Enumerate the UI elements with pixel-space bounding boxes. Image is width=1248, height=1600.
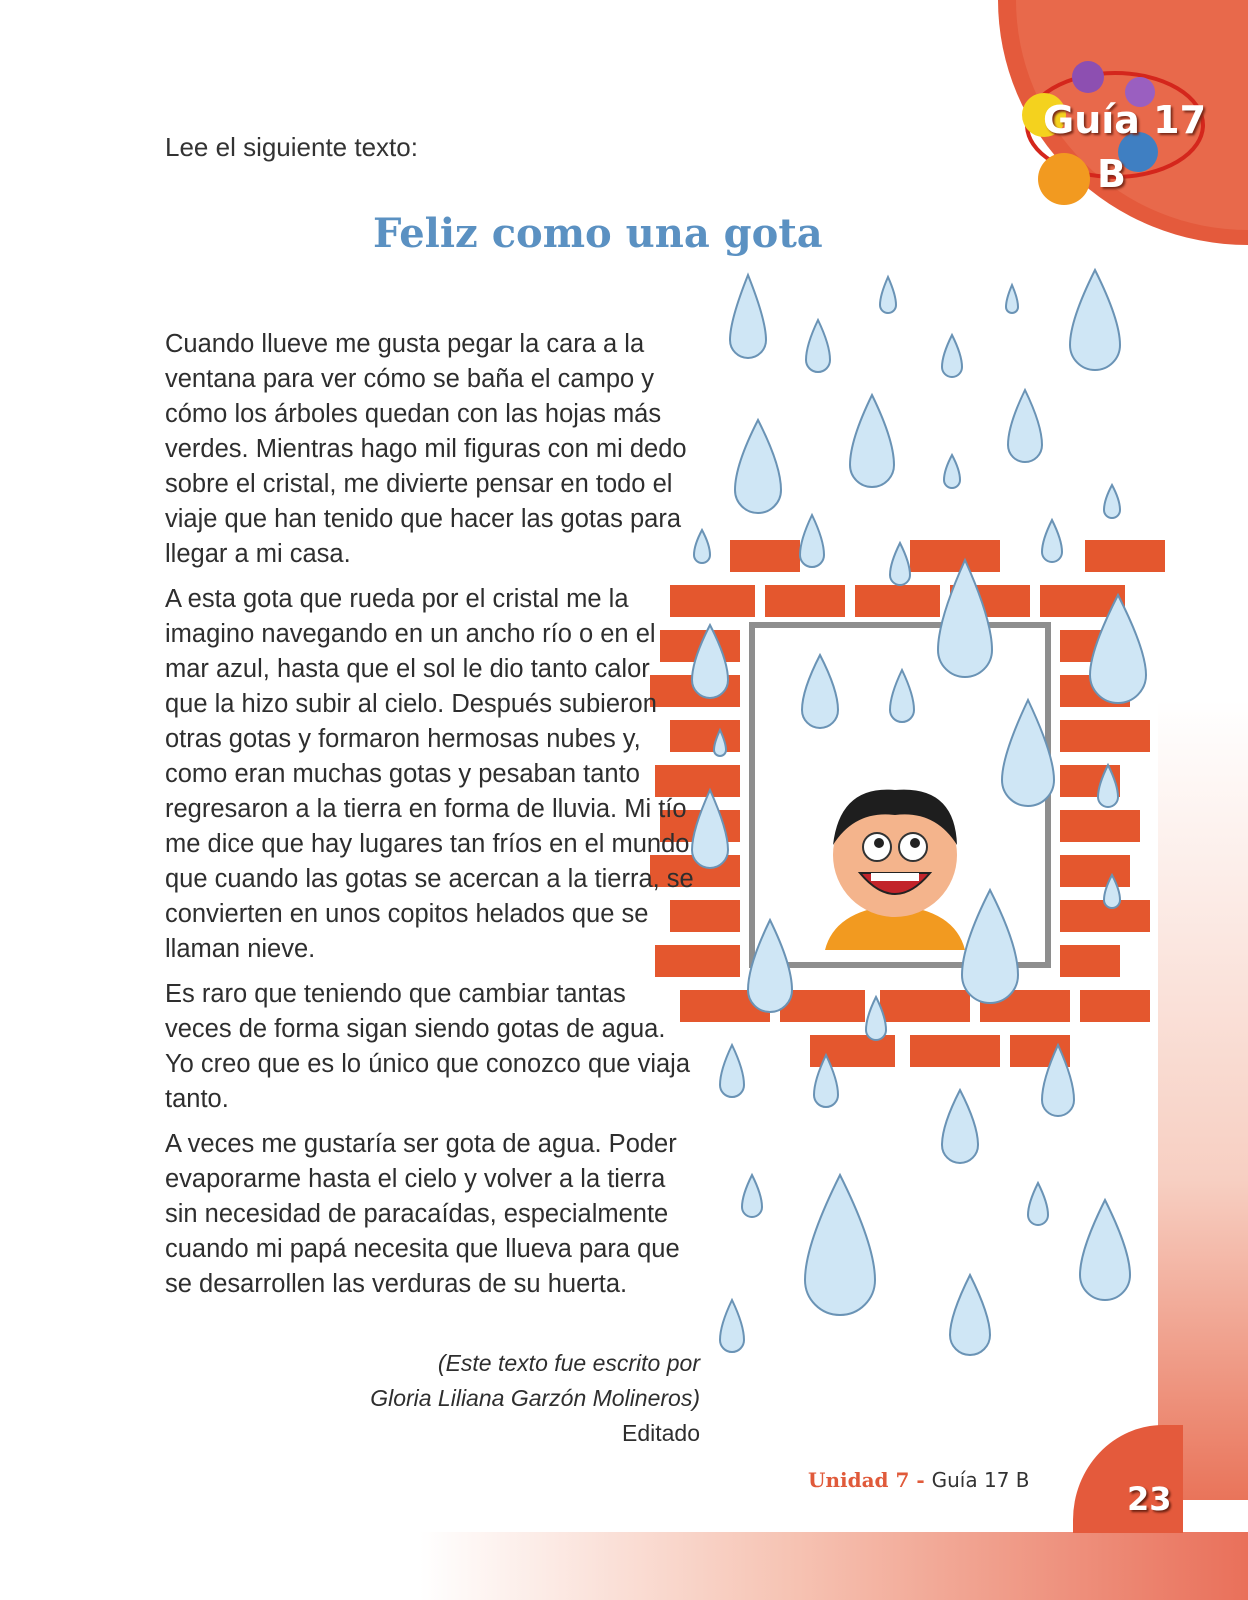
credits-line-1: (Este texto fue escrito por [437, 1350, 700, 1376]
story-paragraph-2: A esta gota que rueda por el cristal me la imagino navegando en un ancho río o en el mar azul, hasta que el sol le dio tanto calor que la hizo subir al cielo. Después subieron otras gotas y formaron hermosas nubes y, como eran muchas gotas y pesaban tanto regresaron a la tierra en forma de lluvia. Mi tío me dice que hay lugares tan fríos en el mundo que cuando las gotas se acercan a la tierra, se convierten en unos copitos helados que se llaman nieve. [165, 585, 694, 963]
footer-guide: Guía 17 B [931, 1468, 1030, 1492]
story-paragraph-1: Cuando llueve me gusta pegar la cara a la ventana para ver cómo se baña el campo y cómo los árboles quedan con las hojas más verdes. Mientras hago mil figuras con mi dedo sobre el cristal, me divierte pensar en todo el viaje que han tenido que hacer las gotas para llegar a mi casa. [165, 330, 687, 568]
footer-label [808, 1468, 1030, 1492]
credits-line-2: Gloria Liliana Garzón Molineros) [370, 1385, 700, 1411]
rain-window-illustration [640, 265, 1200, 1405]
story-body [165, 327, 695, 1312]
story-paragraph-4: A veces me gustaría ser gota de agua. Poder evaporarme hasta el cielo y volver a la tierra sin necesidad de paracaídas, especialmente cuando mi papá necesita que llueva para que se desarrollen las verduras de su huerta. [165, 1130, 680, 1298]
boy [825, 790, 965, 950]
page-number: 23 [1127, 1480, 1172, 1518]
guide-label: Guía 17 [1043, 98, 1207, 142]
footer-separator: - [909, 1468, 932, 1492]
story-paragraph-3: Es raro que teniendo que cambiar tantas veces de forma sigan siendo gotas de agua. Yo creo que es lo único que conozco que viaja tanto. [165, 980, 691, 1113]
credits [370, 1346, 700, 1451]
footer-unit: Unidad 7 [808, 1468, 910, 1492]
bottom-edge-gradient [420, 1532, 1248, 1600]
instruction-text: Lee el siguiente texto: [165, 132, 418, 162]
credits-line-3: Editado [621, 1420, 700, 1446]
guide-letter: B [1097, 152, 1126, 196]
guide-molecule-icon [1020, 60, 1220, 230]
story-title: Feliz como una gota [373, 210, 823, 257]
